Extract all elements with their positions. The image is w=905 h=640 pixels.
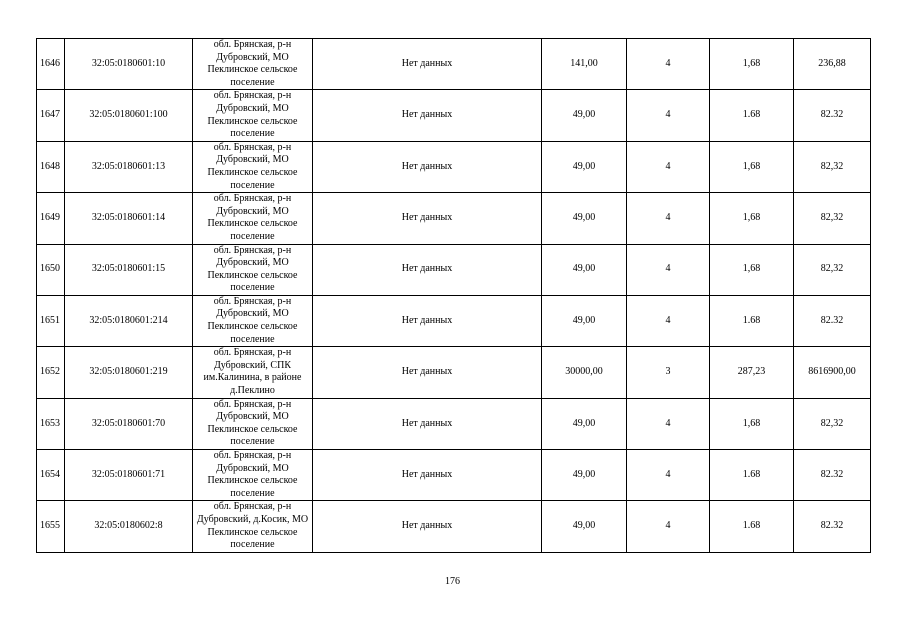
area-cell: 49,00 [542,450,627,501]
group-cell: 4 [627,39,710,90]
rate-cell: 1.68 [710,295,794,346]
row-number-cell: 1648 [37,141,65,192]
cadastral-value-cell: 82.32 [794,501,871,552]
group-cell: 4 [627,141,710,192]
area-cell: 30000,00 [542,347,627,398]
row-number-cell: 1646 [37,39,65,90]
table-row [37,347,871,398]
row-number-cell: 1655 [37,501,65,552]
row-number-cell: 1649 [37,193,65,244]
row-number-cell: 1654 [37,450,65,501]
cadastral-value-cell: 82,32 [794,141,871,192]
table-row [37,450,871,501]
info-cell: Нет данных [313,501,542,552]
cadastral-value-cell: 8616900,00 [794,347,871,398]
address-cell: обл. Брянская, р-н Дубровский, СПК им.Калинина, в районе д.Пеклино [193,347,313,398]
row-number-cell: 1650 [37,244,65,295]
address-cell: обл. Брянская, р-н Дубровский, МО Пеклинское сельское поселение [193,141,313,192]
cadastral-number-cell: 32:05:0180601:71 [65,450,193,501]
row-number-cell: 1651 [37,295,65,346]
rate-cell: 1.68 [710,501,794,552]
document-page [36,38,870,553]
info-cell: Нет данных [313,141,542,192]
cadastral-number-cell: 32:05:0180601:219 [65,347,193,398]
cadastral-value-cell: 236,88 [794,39,871,90]
row-number-cell: 1652 [37,347,65,398]
cadastral-number-cell: 32:05:0180601:100 [65,90,193,141]
table-row [37,193,871,244]
page-number: 176 [445,576,460,587]
table-row [37,141,871,192]
area-cell: 49,00 [542,295,627,346]
area-cell: 49,00 [542,244,627,295]
group-cell: 4 [627,398,710,449]
area-cell: 49,00 [542,90,627,141]
rate-cell: 1,68 [710,244,794,295]
group-cell: 4 [627,450,710,501]
address-cell: обл. Брянская, р-н Дубровский, МО Пеклинское сельское поселение [193,450,313,501]
address-cell: обл. Брянская, р-н Дубровский, МО Пеклинское сельское поселение [193,39,313,90]
rate-cell: 1,68 [710,398,794,449]
row-number-cell: 1647 [37,90,65,141]
land-plots-table [36,38,871,553]
table-row [37,244,871,295]
address-cell: обл. Брянская, р-н Дубровский, МО Пеклинское сельское поселение [193,193,313,244]
rate-cell: 1.68 [710,450,794,501]
rate-cell: 1,68 [710,39,794,90]
group-cell: 4 [627,501,710,552]
cadastral-value-cell: 82,32 [794,244,871,295]
info-cell: Нет данных [313,244,542,295]
table-row [37,501,871,552]
rate-cell: 1.68 [710,90,794,141]
table-row [37,90,871,141]
area-cell: 141,00 [542,39,627,90]
info-cell: Нет данных [313,193,542,244]
address-cell: обл. Брянская, р-н Дубровский, МО Пеклинское сельское поселение [193,244,313,295]
cadastral-number-cell: 32:05:0180601:214 [65,295,193,346]
table-row [37,398,871,449]
group-cell: 3 [627,347,710,398]
info-cell: Нет данных [313,39,542,90]
area-cell: 49,00 [542,501,627,552]
table-row [37,295,871,346]
table-row [37,39,871,90]
address-cell: обл. Брянская, р-н Дубровский, МО Пеклинское сельское поселение [193,90,313,141]
cadastral-number-cell: 32:05:0180601:14 [65,193,193,244]
cadastral-value-cell: 82,32 [794,398,871,449]
address-cell: обл. Брянская, р-н Дубровский, д.Косик, МО Пеклинское сельское поселение [193,501,313,552]
cadastral-value-cell: 82.32 [794,90,871,141]
address-cell: обл. Брянская, р-н Дубровский, МО Пеклинское сельское поселение [193,295,313,346]
info-cell: Нет данных [313,450,542,501]
info-cell: Нет данных [313,295,542,346]
cadastral-number-cell: 32:05:0180601:15 [65,244,193,295]
group-cell: 4 [627,244,710,295]
group-cell: 4 [627,193,710,244]
area-cell: 49,00 [542,193,627,244]
cadastral-number-cell: 32:05:0180602:8 [65,501,193,552]
rate-cell: 287,23 [710,347,794,398]
cadastral-value-cell: 82.32 [794,295,871,346]
cadastral-value-cell: 82.32 [794,450,871,501]
cadastral-value-cell: 82,32 [794,193,871,244]
table-body [37,39,871,553]
rate-cell: 1,68 [710,141,794,192]
address-cell: обл. Брянская, р-н Дубровский, МО Пеклинское сельское поселение [193,398,313,449]
cadastral-number-cell: 32:05:0180601:13 [65,141,193,192]
group-cell: 4 [627,295,710,346]
cadastral-number-cell: 32:05:0180601:10 [65,39,193,90]
info-cell: Нет данных [313,90,542,141]
cadastral-number-cell: 32:05:0180601:70 [65,398,193,449]
info-cell: Нет данных [313,398,542,449]
rate-cell: 1,68 [710,193,794,244]
area-cell: 49,00 [542,398,627,449]
group-cell: 4 [627,90,710,141]
area-cell: 49,00 [542,141,627,192]
info-cell: Нет данных [313,347,542,398]
row-number-cell: 1653 [37,398,65,449]
